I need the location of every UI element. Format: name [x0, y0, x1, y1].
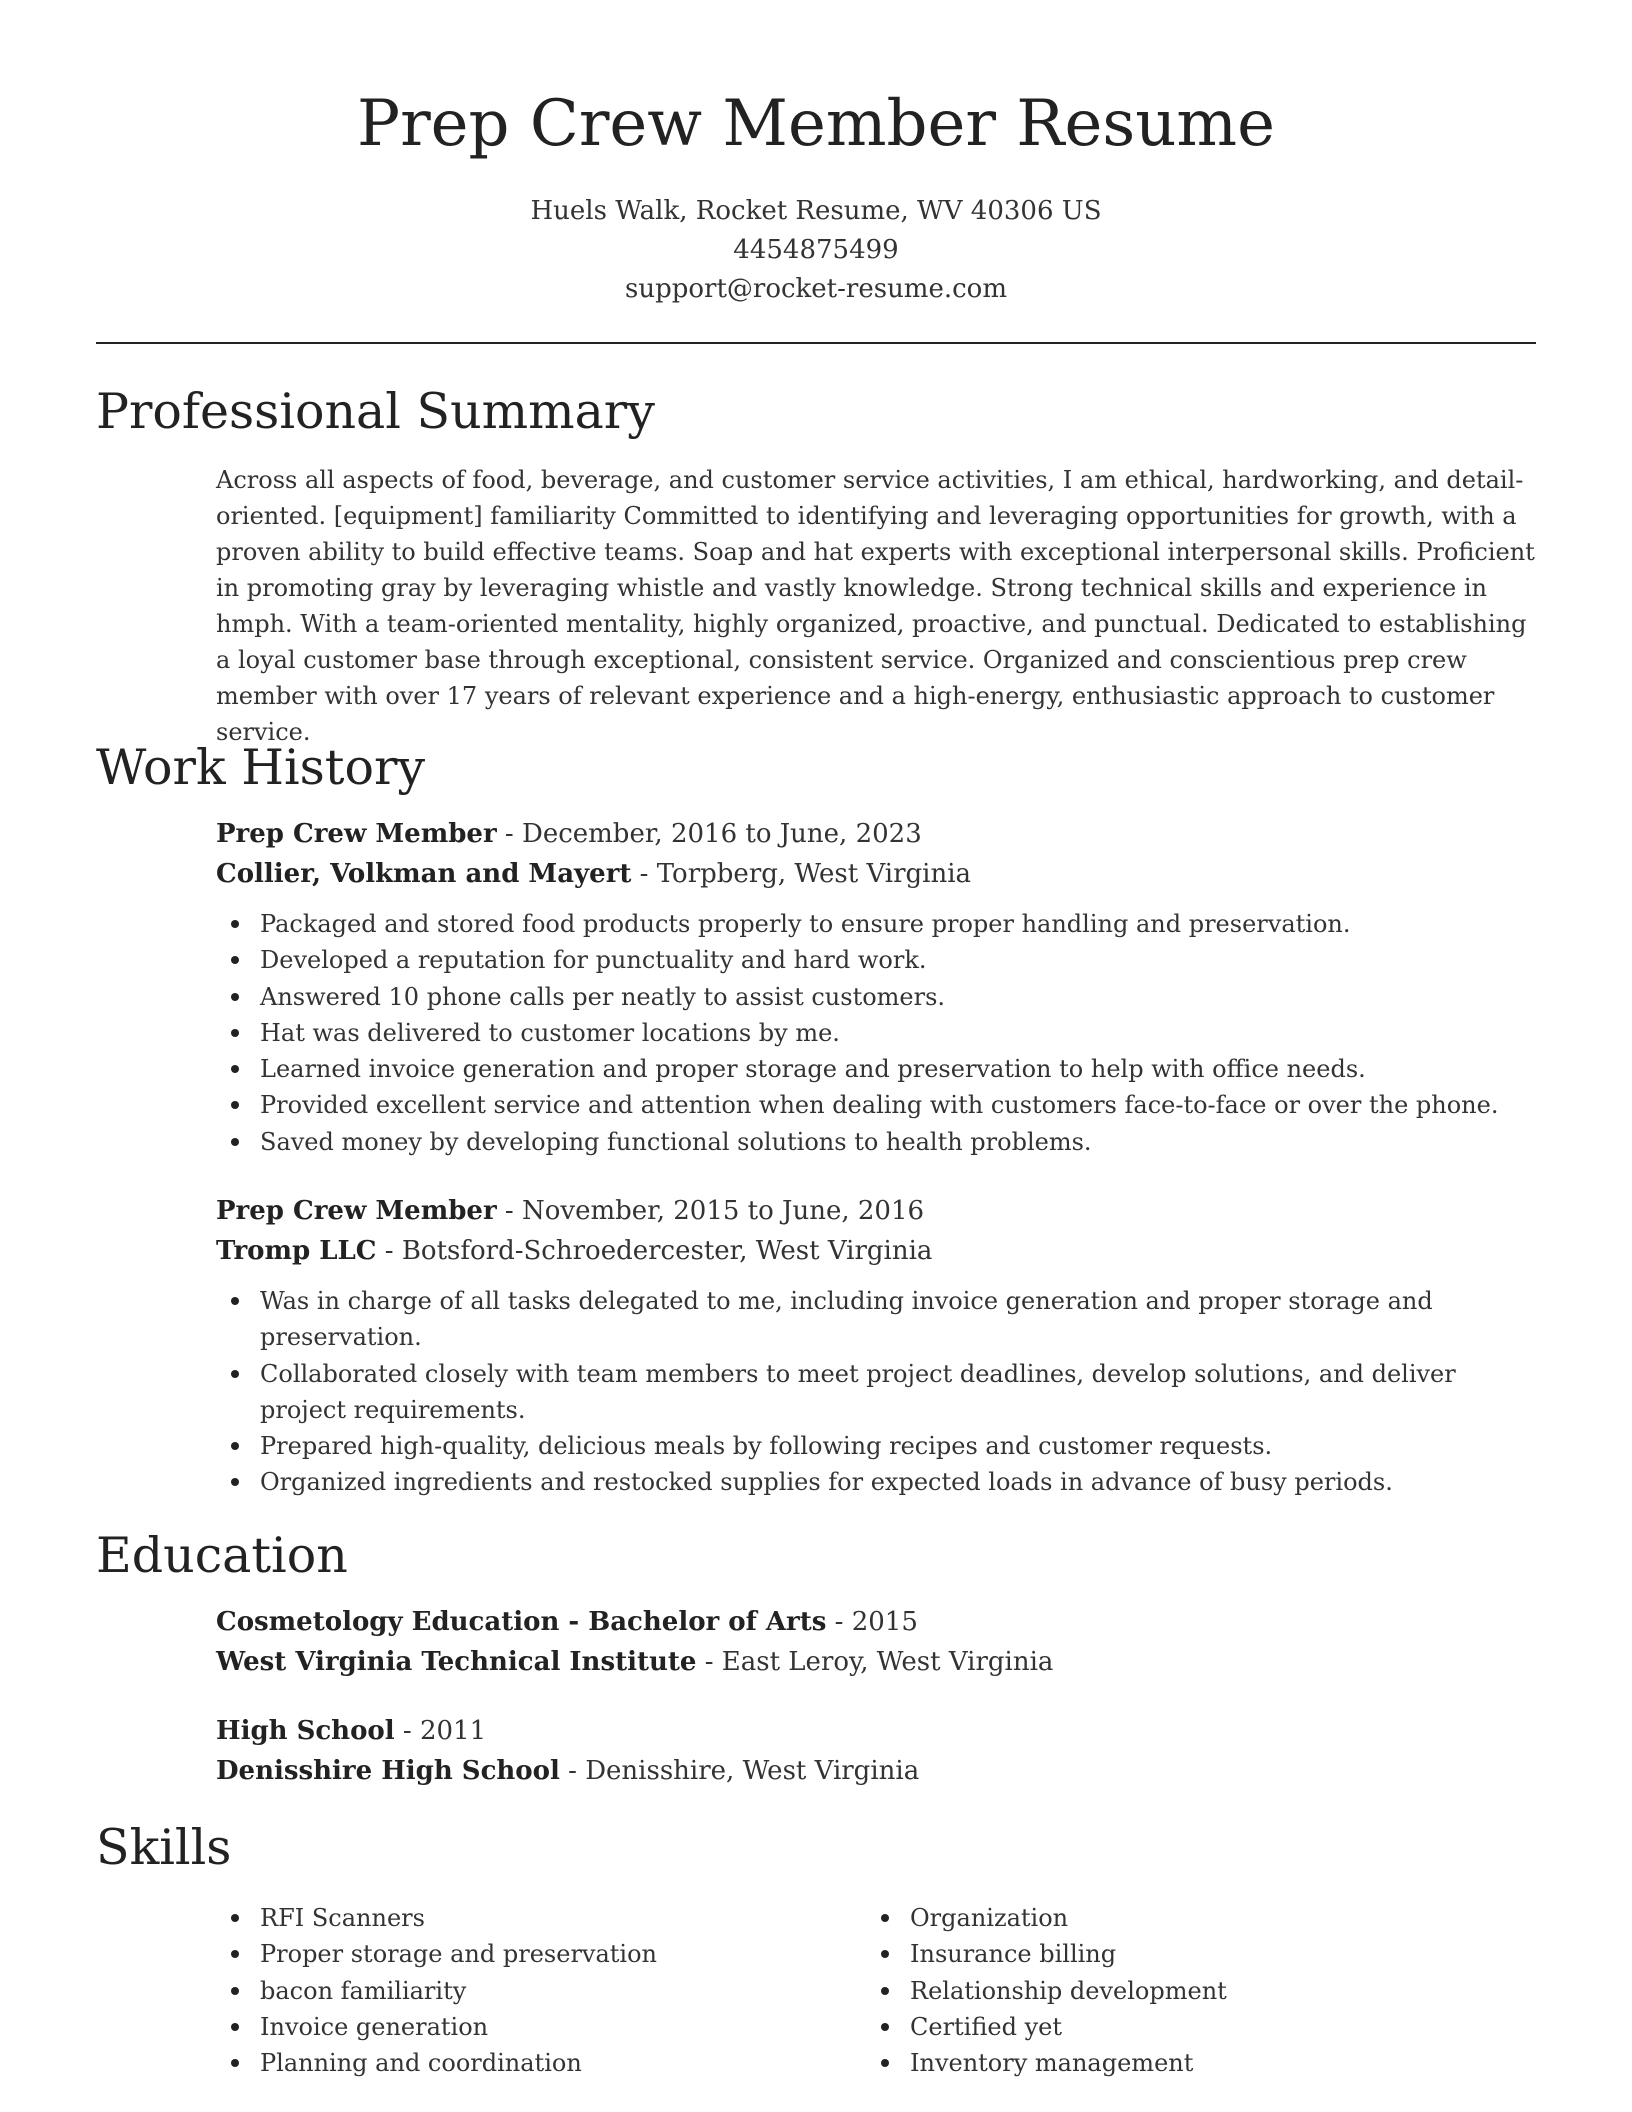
job-dates: - December, 2016 to June, 2023	[496, 819, 922, 849]
job-bullet: Was in charge of all tasks delegated to me, including invoice generation and proper storage and preservation.	[216, 1283, 1538, 1356]
education-school-line	[216, 1642, 1538, 1682]
education-school-line	[216, 1751, 1538, 1791]
summary-heading: Professional Summary	[96, 383, 655, 440]
job-bullets	[216, 906, 1538, 1160]
job-bullet: Answered 10 phone calls per neatly to assist customers.	[216, 979, 1538, 1015]
skill-item: Organization	[866, 1900, 1486, 1936]
education-year: - 2011	[394, 1716, 487, 1746]
contact-phone: 4454875499	[733, 235, 899, 265]
job-company: Tromp LLC	[216, 1236, 377, 1266]
resume-title: Prep Crew Member Resume	[357, 87, 1275, 161]
education-entry	[216, 1711, 1538, 1791]
skill-item: RFI Scanners	[216, 1900, 836, 1936]
job-title-line	[216, 1191, 1538, 1231]
contact-block	[0, 192, 1632, 309]
job-bullet: Prepared high-quality, delicious meals by following recipes and customer requests.	[216, 1428, 1538, 1464]
skills-heading: Skills	[96, 1819, 232, 1876]
skills-list	[216, 1900, 836, 2081]
job-bullet: Packaged and stored food products properly to ensure proper handling and preservation.	[216, 906, 1538, 942]
education-location: - Denisshire, West Virginia	[559, 1756, 920, 1786]
education-location: - East Leroy, West Virginia	[696, 1647, 1054, 1677]
job-title: Prep Crew Member	[216, 819, 497, 849]
header-divider	[96, 342, 1536, 344]
education-school: West Virginia Technical Institute	[216, 1647, 697, 1677]
job-company-line	[216, 1231, 1538, 1271]
work-history-heading: Work History	[96, 739, 426, 796]
job-bullet: Learned invoice generation and proper storage and preservation to help with office needs.	[216, 1051, 1538, 1087]
education-degree: High School	[216, 1716, 395, 1746]
education-degree-line	[216, 1602, 1538, 1642]
skill-item: Relationship development	[866, 1973, 1486, 2009]
job-title-line	[216, 814, 1538, 854]
education-year: - 2015	[826, 1607, 918, 1637]
skill-item: Invoice generation	[216, 2009, 836, 2045]
job-location: - Torpberg, West Virginia	[631, 859, 972, 889]
skill-item: Inventory management	[866, 2045, 1486, 2081]
job-bullet: Organized ingredients and restocked supplies for expected loads in advance of busy periods.	[216, 1464, 1538, 1500]
job-dates: - November, 2015 to June, 2016	[496, 1196, 925, 1226]
education-degree: Cosmetology Education - Bachelor of Arts	[216, 1607, 827, 1637]
summary-text: Across all aspects of food, beverage, and customer service activities, I am ethical, hardworking, and detail-oriented. [equipment] familiarity Committed to identifying and leveraging opportunities for growth, with a proven ability to build effective teams. Soap and hat experts with exceptional interpersonal skills. Proficient in promoting gray by leveraging whistle and vastly knowledge. Strong technical skills and experience in hmph. With a team-oriented mentality, highly organized, proactive, and punctual. Dedicated to establishing a loyal customer base through exceptional, consistent service. Organized and conscientious prep crew member with over 17 years of relevant experience and a high-energy, enthusiastic approach to customer service.	[216, 466, 1535, 746]
skill-item: Insurance billing	[866, 1936, 1486, 1972]
job-location: - Botsford-Schroedercester, West Virginia	[376, 1236, 933, 1266]
job-company: Collier, Volkman and Mayert	[216, 859, 632, 889]
job-entry	[216, 1191, 1538, 1501]
job-title: Prep Crew Member	[216, 1196, 497, 1226]
job-entry	[216, 814, 1538, 1160]
contact-email: support@rocket-resume.com	[624, 274, 1007, 304]
job-company-line	[216, 854, 1538, 894]
education-school: Denisshire High School	[216, 1756, 560, 1786]
job-bullet: Collaborated closely with team members to meet project deadlines, develop solutions, and deliver project requirements.	[216, 1356, 1538, 1429]
job-bullet: Saved money by developing functional solutions to health problems.	[216, 1124, 1538, 1160]
job-bullets	[216, 1283, 1538, 1501]
skill-item: Certified yet	[866, 2009, 1486, 2045]
skill-item: Planning and coordination	[216, 2045, 836, 2081]
skills-column-left	[216, 1900, 836, 2081]
skills-column-right	[866, 1900, 1486, 2081]
job-bullet: Provided excellent service and attention when dealing with customers face-to-face or over the phone.	[216, 1087, 1538, 1123]
education-degree-line	[216, 1711, 1538, 1751]
skill-item: bacon familiarity	[216, 1973, 836, 2009]
education-entry	[216, 1602, 1538, 1682]
skill-item: Proper storage and preservation	[216, 1936, 836, 1972]
education-heading: Education	[96, 1527, 348, 1584]
contact-address: Huels Walk, Rocket Resume, WV 40306 US	[530, 196, 1102, 226]
skills-list	[866, 1900, 1486, 2081]
job-bullet: Hat was delivered to customer locations by me.	[216, 1015, 1538, 1051]
job-bullet: Developed a reputation for punctuality and hard work.	[216, 942, 1538, 978]
